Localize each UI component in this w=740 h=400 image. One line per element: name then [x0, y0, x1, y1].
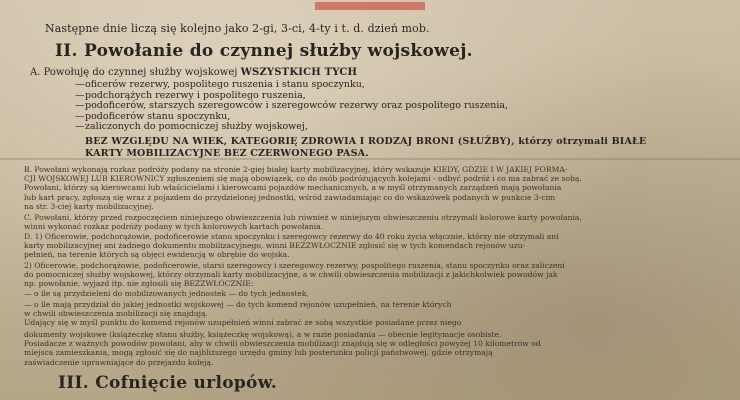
mobilization-days-note: Następne dnie liczą się kolejno jako 2-gi, 3-ci, 4-ty i t. d. dzień mob. [45, 22, 430, 35]
paragraph-line: — o ile mają przydział do jakiej jednostki wojskowej — do tych komend rejonów uzupełnień, na terenie których [24, 300, 452, 309]
paragraph-line: C. Powołani, którzy przed rozpoczęciem niniejszego obwieszczenia lub również w niniejszym obwieszczeniu otrzymali kolorowe karty powołania, [24, 213, 582, 222]
paragraph-line: lub kart pracy, zgłoszą się wraz z pojazdem do przydzielonej jednostki, wśród zawiadamiając co do wskazówek podanych w punkcie 3-cim [24, 192, 556, 202]
paragraph-line: pełnień, na terenie których są objęci ewidencją w obrębie do wojska. [24, 250, 290, 260]
list-item: —podoficerów, starszych szeregowców i szeregowców rezerwy oraz pospolitego ruszenia, [75, 100, 509, 112]
paragraph-line: karty mobilizacyjnej ani żadnego dokumentu mobilizacyjnego, winni BEZZWŁOCZNIE zgłosić się w tych komendach rejonów uzu- [24, 241, 526, 251]
paragraph-line: B. Powołani wykonają rozkaz podróży podany na stronie 2-giej białej karty mobilizacyjnej, który wskazuje KIEDY, GDZIE I W JAKIEJ FORMA- [24, 165, 568, 174]
bez-line-1: BEZ WZGLĘDU NA WIEK, KATEGORIĘ ZDROWIA I RODZAJ BRONI (SŁUŻBY), którzy otrzymali BIAŁE [85, 136, 647, 147]
paragraph-line: zaświadczenie uprawniające do przejazdu koleją. [24, 357, 214, 367]
paragraph-d [24, 232, 714, 260]
paragraph-line: w chwili obwieszczenia mobilizacji się znajdują. [24, 309, 208, 319]
paragraph-line: do pomocniczej służby wojskowej, którzy otrzymali karty mobilizacyjne, a w chwili obwieszczenia mobilizacji z jakichkolwiek powodów jak [24, 270, 558, 280]
paragraph-line: CJI WOJSKOWEJ LUB KIEROWNICY zgłoszeniem się mają obowiązek, co do osób podróżujących kolejami - odbyć podróż i co ma zabrać ze sobą. [24, 174, 582, 184]
red-stamp-strip [315, 2, 425, 10]
paragraph-d2-cont [24, 300, 714, 328]
paragraph-line: Powołani, którzy są kierowcami lub właścicielami i kierowcami pojazdów mechanicznych, a w myśl otrzymanych zarządzeń mają powołania [24, 183, 562, 193]
list-item: —zaliczonych do pomocniczej służby wojskowej, [75, 121, 308, 133]
paragraph-documents [24, 330, 714, 367]
paragraph-line: winni wykonać rozkaz podróży podany w tych kolorowych kartach powołania. [24, 222, 324, 232]
call-up-list [75, 80, 508, 133]
paragraph-b [24, 165, 714, 211]
section-2-a-line [30, 67, 357, 78]
section-3-title: III. Cofnięcie urlopów. [58, 373, 278, 393]
section-2-title: II. Powołanie do czynnej służby wojskowej. [55, 41, 473, 61]
list-item: —podchorążych rezerwy i pospolitego ruszenia, [75, 89, 306, 101]
paragraph-line: np. powołanie, wyjazd itp. nie zgłosili się BEZZWŁOCZNIE: [24, 279, 254, 289]
paragraph-c [24, 213, 714, 231]
section-2-a-strong: WSZYSTKICH TYCH [240, 67, 358, 78]
paragraph-d2 [24, 261, 714, 298]
paragraph-line: dokumenty wojskowe (książeczkę stanu służby, książeczkę wojskową), a w razie posiadania — obecnie legitymacje osobiste. [24, 330, 502, 339]
paragraph-line: — o ile są przydzieleni do mobilizowanych jednostek — do tych jednostek, [24, 288, 309, 298]
paragraph-line: 2) Oficerowie, podchorążowie, podoficerowie, starsi szeregowcy i szeregowcy rezerwy, pospolitego ruszenia, stanu spoczynku oraz zaliczeni [24, 261, 565, 270]
paragraph-line: Udający się w myśl punktu do komend rejonów uzupełnień winni zabrać ze sobą wszystkie posiadane przez niego [24, 318, 462, 328]
paragraph-line: Posiadacze z ważnych powodów powołani, aby w chwili obwieszczenia mobilizacji znajdują się w odległości powyżej 10 kilometrów od [24, 339, 541, 349]
paragraph-line: na str. 3-ciej karty mobilizacyjnej. [24, 201, 154, 211]
paragraph-line: D. 1) Oficerowie, podchorążowie, podoficerowie stanu spoczynku i szeregowcy rezerwy do 40 roku życia włącznie, którzy nie otrzymali ani [24, 232, 559, 241]
list-item: —oficerów rezerwy, pospolitego ruszenia i stanu spoczynku, [75, 79, 365, 90]
section-2-a-prefix: A. Powołuję do czynnej służby wojskowej [30, 67, 238, 78]
regardless-of-age-statement [85, 136, 646, 160]
bez-line-2: KARTY MOBILIZACYJNE BEZ CZERWONEGO PASA. [85, 148, 369, 159]
list-item: —podoficerów stanu spoczynku, [75, 110, 231, 122]
paper-fold [0, 158, 740, 160]
paragraph-line: miejsca zamieszkania, mogą zgłosić się do najbliższego urzędu gminy lub posterunku policji państwowej, gdzie otrzymają [24, 348, 493, 358]
